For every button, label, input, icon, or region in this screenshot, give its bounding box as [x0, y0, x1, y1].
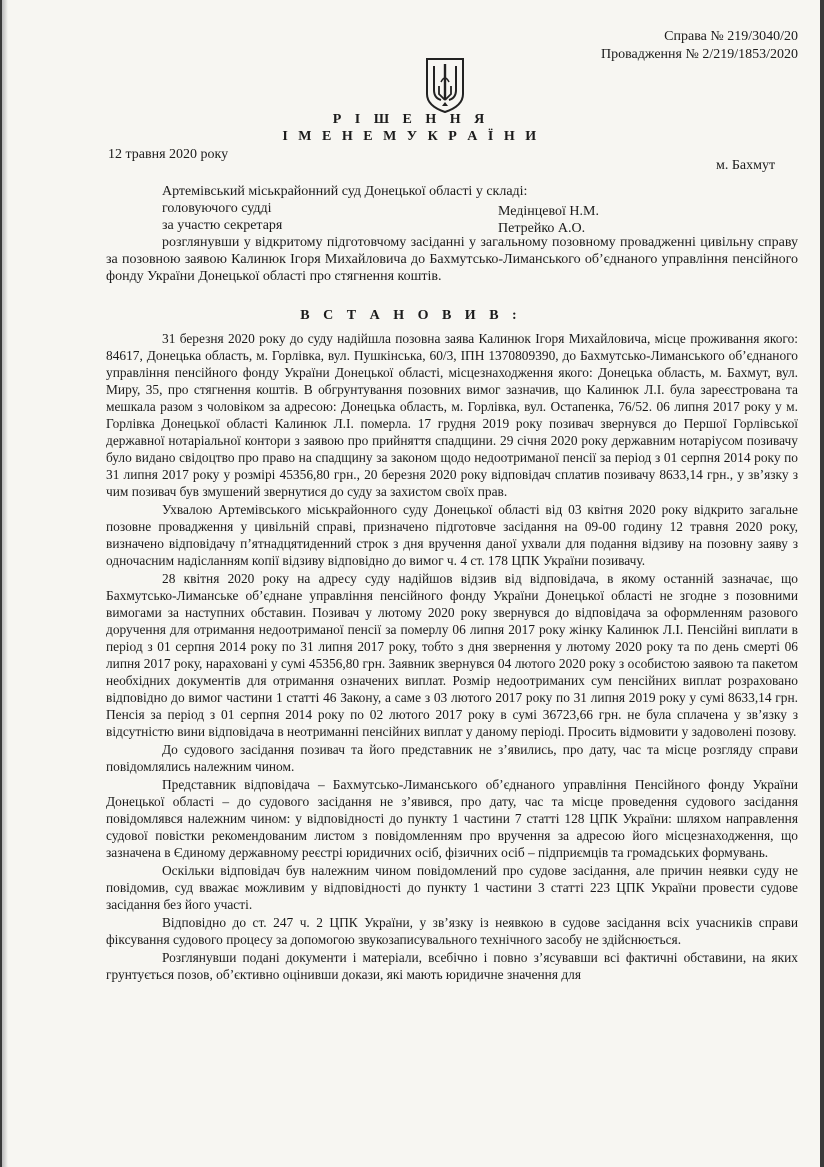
document-page	[2, 0, 820, 1167]
document-body	[106, 330, 798, 984]
court-composition	[162, 183, 802, 234]
section-heading: В С Т А Н О В И В :	[300, 308, 522, 323]
paragraph: Оскільки відповідач був належним чином повідомлений про судове засідання, але причин неявки суду не повідомив, суд вважає можливим у відповідності до пункту 1 частини 3 статті 223 ЦПК України провести судове засідання без його участі.	[106, 863, 798, 912]
secretary-row	[162, 217, 802, 234]
decision-city: м. Бахмут	[716, 158, 776, 173]
court-name: Артемівський міськрайонний суд Донецької області у складі:	[162, 184, 528, 199]
paragraph: Представник відповідача – Бахмутсько-Лиманського об’єднаного управління Пенсійного фонду України Донецької області – до судового засідання не з’явився, про дату, час та місце проведення судового засідання повідомлявся належним чином: у відповідності до пункту 1 частини 7 статті 128 ЦПК України: шляхом направлення судової повістки рекомендованим листом з повідомленням про вручення за адресою його місцезнаходження, що зазначена в Єдиному державному реєстрі юридичних осіб, фізичних осіб – підприємців та громадських формувань.	[106, 777, 798, 860]
decision-subtitle: І М Е Н Е М У К Р А Ї Н И	[282, 129, 540, 144]
scan-edge	[2, 0, 8, 1167]
paragraph: Ухвалою Артемівського міськрайонного суду Донецької області від 03 квітня 2020 року відкрито загальне позовне провадження у цивільній справі, призначено підготовче засідання на 09-00 годину 12 травня 2020 року, визначено відповідачу п’ятнадцятиденний строк з дня вручення даної ухвали для подання відзиву на позовну заяву з одночасним надісланням копії відзиву відповідно до вимог ч. 4 ст. 178 ЦПК України позивачу.	[106, 502, 798, 568]
intro-paragraph	[106, 234, 798, 285]
case-meta	[601, 28, 798, 64]
intro-text: розглянувши у відкритому підготовчому засіданні у загальному позовному провадженні цивільну справу за позовною заявою Калинюк Ігоря Михайловича до Бахмутсько-Лиманського об’єднаного управління пенсійного фонду України Донецької області про стягнення коштів.	[106, 235, 798, 284]
judge-row	[162, 200, 802, 217]
paragraph: 28 квітня 2020 року на адресу суду надійшов відзив від відповідача, в якому останній зазначає, що Бахмутсько-Лиманське об’єднане управління пенсійного фонду України Донецької області не згодне з позовними вимогами за наступних обставин. Позивач у лютому 2020 року звернувся до відповідача за оформленням разового доручення для отримання недоотриманої пенсії за померлу 06 липня 2017 року жінку Калинюк Л.І. Пенсійні виплати в період з 01 серпня 2014 року по 31 липня 2017 року, тобто з дня звернення у лютому 2020 року та по день смерті 06 липня 2017 року, нараховані у сумі 45356,80 грн. Заявник звернувся 04 лютого 2020 року з особистою заявою та пакетом необхідних документів для отримання означених виплат. Розмір недоотриманих сум пенсійних виплат розраховано відповідно до вимог частини 1 статті 46 Закону, а саме з 03 лютого 2017 року по 31 липня 2019 року у сумі 8633,14 грн. Пенсія за період з 01 серпня 2014 року по 02 лютого 2017 року в сумі 36723,66 грн. не була сплачена у зв’язку з відсутністю вини відповідача в неотриманні пенсійних виплат у даному періоді. Просить відмовити у задоволені позову.	[106, 571, 798, 739]
paragraph: Розглянувши подані документи і матеріали, всебічно і повно з’ясувавши всі фактичні обставини, на яких грунтується позов, об’єктивно оцінивши докази, які мають юридичне значення для	[106, 950, 798, 982]
paragraph: 31 березня 2020 року до суду надійшла позовна заява Калинюк Ігоря Михайловича, місце проживання якого: 84617, Донецька область, м. Горлівка, вул. Пушкінська, 60/3, ІПН 1370809390, до Бахмутсько-Лиманського об’єднаного управління пенсійного фонду України Донецької області, місцезнаходження якого: Донецька область, м. Бахмут, вул. Миру, 35, про стягнення коштів. В обгрунтування позовних вимог зазначив, що Калинюк Л.І. була зареєстрована та мешкала разом з чоловіком за адресою: Донецька область, м. Горлівка, вул. Остапенка, 76/52. 06 липня 2017 року у м. Горлівка Донецької області Калинюк Л.І. померла. 17 грудня 2019 року позивач звернувся до Першої Горлівської державної нотаріальної контори з заявою про прийняття спадщини. 29 січня 2020 року державним нотаріусом позивачу було видано свідоцтво про право на спадщину за законом щодо недоотриманої пенсії за період з 01 серпня 2014 року по 31 липня 2017 року у розмірі 45356,80 грн., 20 березня 2020 року відповідач сплатив позивачу 8633,14 грн., у зв’язку з чим позивач був змушений звернутися до суду за захистом своїх прав.	[106, 331, 798, 499]
judge-name: Медінцевої Н.М.	[498, 204, 599, 219]
secretary-label: за участю секретаря	[162, 218, 283, 233]
paragraph: До судового засідання позивач та його представник не з’явились, про дату, час та місце розгляду справи повідомлялись належним чином.	[106, 742, 798, 774]
judge-label: головуючого судді	[162, 201, 272, 216]
decision-date: 12 травня 2020 року	[108, 147, 229, 162]
secretary-name: Петрейко А.О.	[498, 221, 586, 236]
decision-title: Р І Ш Е Н Н Я	[332, 112, 490, 127]
proceeding-number: Провадження № 2/219/1853/2020	[600, 47, 798, 62]
paragraph: Відповідно до ст. 247 ч. 2 ЦПК України, у зв’язку із неявкою в судове засідання всіх учасників справи фіксування судового процесу за допомогою звукозаписувального технічного засобу не здійснюється.	[106, 915, 798, 947]
coat-of-arms-icon	[424, 56, 466, 114]
case-number: Справа № 219/3040/20	[664, 29, 798, 44]
decision-title-block	[2, 112, 820, 145]
